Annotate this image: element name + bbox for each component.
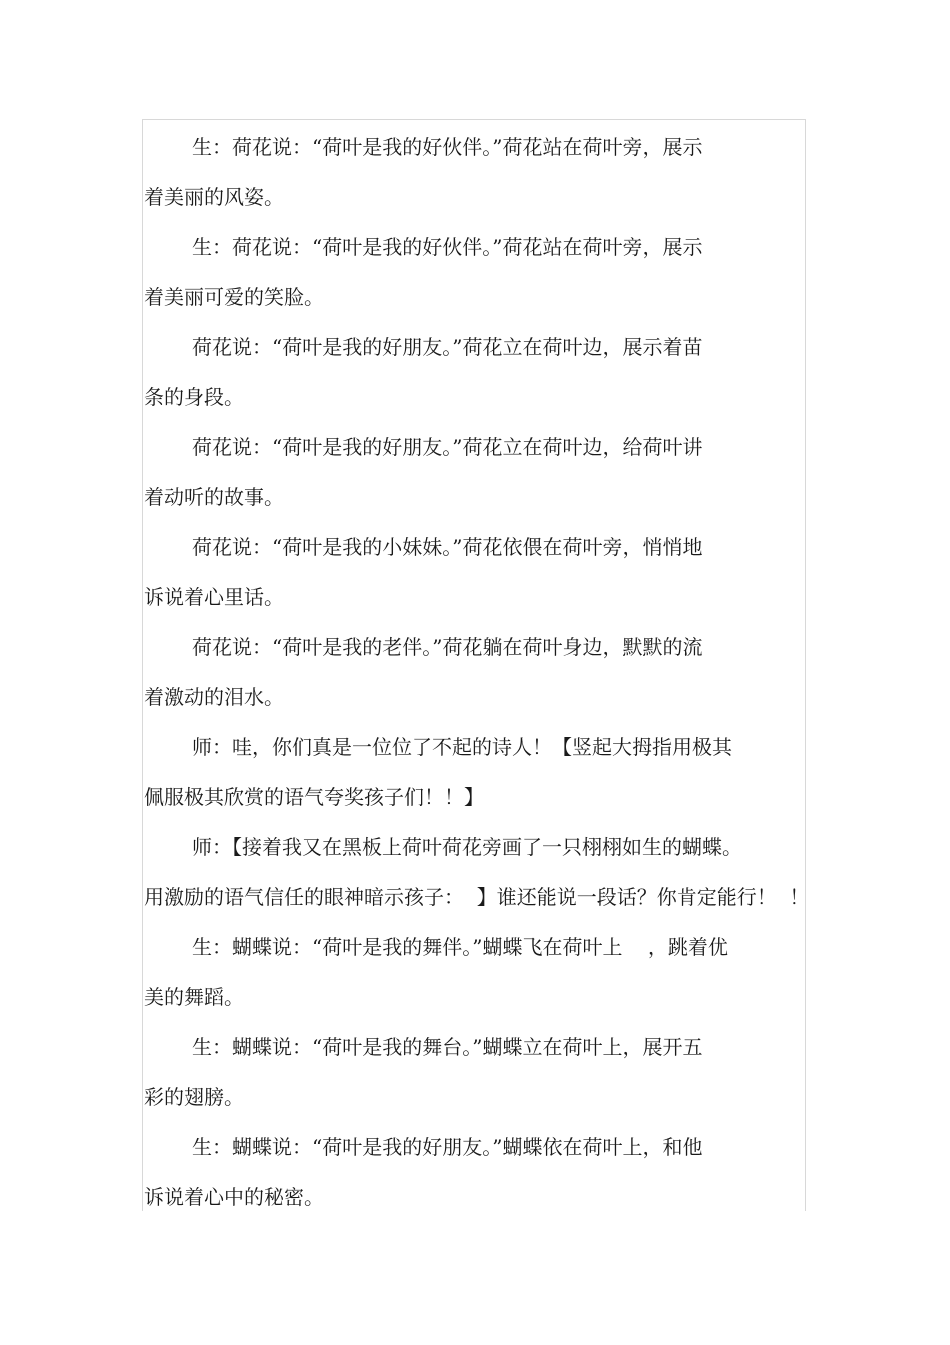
line-20: 彩的翅膀。 [144,1085,244,1109]
document-body [144,122,808,1222]
line-17: 生：蝴蝶说：“荷叶是我的舞伴。”蝴蝶飞在荷叶上 ，跳着优 [192,935,728,959]
line-2: 着美丽的风姿。 [144,185,284,209]
line-22: 诉说着心中的秘密。 [144,1185,324,1209]
line-1: 生：荷花说：“荷叶是我的好伙伴。”荷花站在荷叶旁，展示 [192,135,703,159]
line-21: 生：蝴蝶说：“荷叶是我的好朋友。”蝴蝶依在荷叶上，和他 [192,1135,703,1159]
line-12: 着激动的泪水。 [144,685,284,709]
line-15: 师：【接着我又在黑板上荷叶荷花旁画了一只栩栩如生的蝴蝶。 [192,835,742,859]
line-6: 条的身段。 [144,385,244,409]
line-10: 诉说着心里话。 [144,585,284,609]
line-4: 着美丽可爱的笑脸。 [144,285,324,309]
line-14: 佩服极其欣赏的语气夸奖孩子们！！】 [144,785,484,809]
line-11: 荷花说：“荷叶是我的老伴。”荷花躺在荷叶身边，默默的流 [192,635,703,659]
line-5: 荷花说：“荷叶是我的好朋友。”荷花立在荷叶边，展示着苗 [192,335,703,359]
line-18: 美的舞蹈。 [144,985,244,1009]
line-3: 生：荷花说：“荷叶是我的好伙伴。”荷花站在荷叶旁，展示 [192,235,703,259]
line-7: 荷花说：“荷叶是我的好朋友。”荷花立在荷叶边，给荷叶讲 [192,435,703,459]
line-16: 用激励的语气信任的眼神暗示孩子： 】谁还能说一段话？你肯定能行！ ！ [144,885,810,909]
line-13: 师：哇，你们真是一位位了不起的诗人！【竖起大拇指用极其 [192,735,732,759]
line-19: 生：蝴蝶说：“荷叶是我的舞台。”蝴蝶立在荷叶上，展开五 [192,1035,703,1059]
line-9: 荷花说：“荷叶是我的小妹妹。”荷花依偎在荷叶旁，悄悄地 [192,535,703,559]
line-8: 着动听的故事。 [144,485,284,509]
